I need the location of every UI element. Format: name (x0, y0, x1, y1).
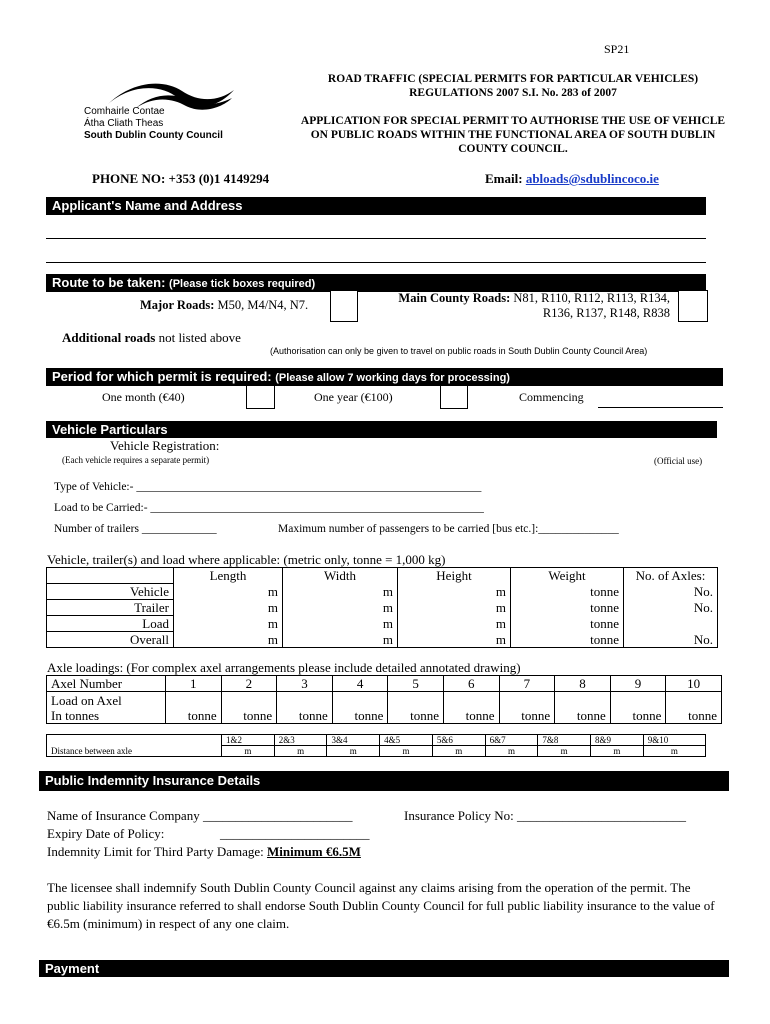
axle-load-cell[interactable]: tonne (499, 692, 555, 724)
section-route (46, 274, 706, 292)
form-code: SP21 (604, 42, 630, 56)
header-axles: No. of Axles: (624, 568, 718, 584)
email-line (485, 171, 659, 187)
additional-roads-text: not listed above (158, 330, 241, 345)
axle-load-cell[interactable]: tonne (443, 692, 499, 724)
axle-load-row (47, 692, 722, 724)
width-cell[interactable]: m (283, 616, 398, 632)
major-roads-checkbox[interactable] (330, 290, 358, 322)
major-roads-label: Major Roads: (140, 298, 215, 312)
commencing-label: Commencing (519, 390, 584, 404)
axle-load-cell[interactable]: tonne (555, 692, 611, 724)
axle-number: 1 (166, 676, 222, 692)
logo-line-3: South Dublin County Council (84, 130, 223, 141)
axles-cell[interactable]: No. (624, 584, 718, 600)
section-insurance-title: Public Indemnity Insurance Details (45, 773, 261, 788)
axle-number-row (47, 676, 722, 692)
distance-cell[interactable]: m (327, 746, 380, 757)
axle-number: 2 (221, 676, 277, 692)
indemnity-limit-label: Indemnity Limit for Third Party Damage: (47, 844, 264, 859)
main-roads-checkbox[interactable] (678, 290, 708, 322)
axle-number: 3 (277, 676, 333, 692)
applicant-line-1[interactable] (46, 238, 706, 239)
dimensions-table (46, 567, 718, 648)
height-cell[interactable]: m (398, 600, 511, 616)
authorisation-note: (Authorisation can only be given to travel on public roads in South Dublin County Council Area) (270, 346, 648, 356)
axle-number: 9 (610, 676, 666, 692)
axle-load-cell[interactable]: tonne (666, 692, 722, 724)
height-cell[interactable]: m (398, 616, 511, 632)
length-cell[interactable]: m (174, 584, 283, 600)
section-route-note: (Please tick boxes required) (169, 278, 316, 290)
table-row (47, 632, 718, 648)
section-period-note: (Please allow 7 working days for processing) (275, 372, 510, 384)
row-label: Trailer (47, 600, 174, 616)
additional-roads (62, 330, 241, 346)
length-cell[interactable]: m (174, 632, 283, 648)
axle-table (46, 675, 722, 724)
section-applicant (46, 197, 706, 215)
section-payment (39, 960, 729, 977)
vehicle-type-field[interactable]: Type of Vehicle:- ____________________________________________________________ (54, 481, 482, 493)
distance-cell[interactable]: m (485, 746, 538, 757)
distance-table (46, 734, 706, 757)
document-title: ROAD TRAFFIC (SPECIAL PERMITS FOR PARTICULAR VEHICLES) REGULATIONS 2007 S.I. No. 283 of 2007 (327, 73, 699, 99)
commencing-input-line[interactable] (598, 407, 723, 408)
axle-load-label-2: In tonnes (51, 707, 100, 723)
one-year-checkbox[interactable] (440, 386, 468, 409)
width-cell[interactable]: m (283, 584, 398, 600)
official-use-note: (Official use) (654, 456, 703, 466)
additional-roads-label: Additional roads (62, 330, 156, 345)
distance-cell[interactable]: m (222, 746, 275, 757)
header-weight: Weight (511, 568, 624, 584)
distance-cell[interactable]: m (538, 746, 591, 757)
weight-cell[interactable]: tonne (511, 616, 624, 632)
axle-number: 8 (555, 676, 611, 692)
main-roads-list-1: N81, R110, R112, R113, R134, (513, 291, 670, 305)
email-link[interactable]: abloads@sdublincoco.ie (525, 171, 659, 186)
section-route-title: Route to be taken: (52, 275, 166, 290)
axle-number: 6 (443, 676, 499, 692)
number-of-trailers-field[interactable]: Number of trailers _____________ (54, 523, 217, 535)
axle-number-label: Axel Number (47, 676, 166, 692)
load-carried-field[interactable]: Load to be Carried:- __________________________________________________________ (54, 502, 484, 514)
indemnity-limit (47, 844, 361, 860)
length-cell[interactable]: m (174, 616, 283, 632)
one-month-label: One month (€40) (102, 390, 185, 404)
applicant-line-2[interactable] (46, 262, 706, 263)
axle-number: 5 (388, 676, 444, 692)
table-row (47, 600, 718, 616)
distance-pair: 8&9 (591, 735, 644, 746)
table-row (47, 616, 718, 632)
document-subtitle: APPLICATION FOR SPECIAL PERMIT TO AUTHORISE THE USE OF VEHICLE ON PUBLIC ROADS WITHIN THE FUNCTIONAL AREA OF SOUTH DUBLIN COUNTY COUNCIL. (300, 115, 726, 155)
axles-cell[interactable] (624, 616, 718, 632)
row-label: Vehicle (47, 584, 174, 600)
axle-number: 4 (332, 676, 388, 692)
axle-load-cell[interactable]: tonne (332, 692, 388, 724)
expiry-date-field[interactable]: _______________________ (220, 826, 370, 841)
one-month-checkbox[interactable] (246, 386, 275, 409)
council-logo (84, 82, 244, 144)
max-passengers-field[interactable]: Maximum number of passengers to be carried [bus etc.]:______________ (278, 523, 619, 535)
axle-number: 10 (666, 676, 722, 692)
logo-line-1: Comhairle Contae (84, 106, 165, 117)
dimensions-header-row (47, 568, 718, 584)
axle-load-cell[interactable]: tonne (388, 692, 444, 724)
axle-number: 7 (499, 676, 555, 692)
one-year-label: One year (€100) (314, 390, 393, 404)
axles-cell[interactable]: No. (624, 600, 718, 616)
expiry-date-label: Expiry Date of Policy: (47, 826, 165, 841)
dimensions-header-blank (47, 568, 174, 584)
header-width: Width (283, 568, 398, 584)
main-county-roads (360, 291, 670, 321)
weight-cell[interactable]: tonne (511, 584, 624, 600)
distance-label: Distance between axle (47, 746, 222, 757)
axle-load-cell[interactable]: tonne (166, 692, 222, 724)
row-label: Load (47, 616, 174, 632)
length-cell[interactable]: m (174, 600, 283, 616)
distance-cell[interactable]: m (643, 746, 705, 757)
axle-load-label (47, 692, 166, 724)
distance-pair: 3&4 (327, 735, 380, 746)
distance-cell[interactable]: m (432, 746, 485, 757)
axle-load-cell[interactable]: tonne (610, 692, 666, 724)
row-label: Overall (47, 632, 174, 648)
axles-cell[interactable]: No. (624, 632, 718, 648)
main-roads-list-2: R136, R137, R148, R838 (542, 306, 670, 320)
section-payment-title: Payment (45, 961, 100, 976)
height-cell[interactable]: m (398, 632, 511, 648)
axle-load-cell[interactable]: tonne (221, 692, 277, 724)
distance-pair: 6&7 (485, 735, 538, 746)
distance-cell[interactable]: m (380, 746, 433, 757)
major-roads-list: M50, M4/N4, N7. (217, 298, 309, 312)
vehicle-registration-label: Vehicle Registration: (110, 438, 220, 453)
section-applicant-title: Applicant's Name and Address (52, 198, 243, 213)
axle-load-label-1: Load on Axel (51, 692, 122, 708)
axle-load-cell[interactable]: tonne (277, 692, 333, 724)
section-vehicle-title: Vehicle Particulars (52, 422, 168, 437)
distance-cell[interactable]: m (591, 746, 644, 757)
header-height: Height (398, 568, 511, 584)
distance-pair: 9&10 (643, 735, 705, 746)
distance-values-row (47, 746, 706, 757)
insurance-company-field[interactable]: Name of Insurance Company _______________________ (47, 808, 353, 823)
section-period-title: Period for which permit is required: (52, 369, 272, 384)
email-label: Email: (485, 171, 523, 186)
distance-pair: 1&2 (222, 735, 275, 746)
table-row (47, 584, 718, 600)
axle-caption: Axle loadings: (For complex axel arrangements please include detailed annotated drawing) (47, 660, 521, 675)
section-vehicle (46, 421, 717, 438)
height-cell[interactable]: m (398, 584, 511, 600)
header-length: Length (174, 568, 283, 584)
logo-line-2: Átha Cliath Theas (84, 118, 164, 129)
insurance-policy-field[interactable]: Insurance Policy No: __________________________ (404, 808, 687, 823)
distance-pair: 5&6 (432, 735, 485, 746)
distance-pair: 7&8 (538, 735, 591, 746)
weight-cell[interactable]: tonne (511, 632, 624, 648)
distance-pair: 4&5 (380, 735, 433, 746)
section-insurance (39, 771, 729, 791)
distance-cell[interactable]: m (274, 746, 327, 757)
major-roads (140, 298, 308, 313)
width-cell[interactable]: m (283, 632, 398, 648)
phone-number: PHONE NO: +353 (0)1 4149294 (92, 171, 270, 186)
dimensions-caption: Vehicle, trailer(s) and load where applicable: (metric only, tonne = 1,000 kg) (47, 552, 446, 567)
distance-pair: 2&3 (274, 735, 327, 746)
weight-cell[interactable]: tonne (511, 600, 624, 616)
indemnity-paragraph: The licensee shall indemnify South Dublin County Council against any claims arising from the operation of the permit. The public liability insurance referred to shall endorse South Dublin County Council for full public liability insurance to the value of €6.5m (minimum) in respect of any one claim. (47, 880, 715, 931)
section-period (46, 368, 723, 386)
distance-blank (47, 735, 222, 746)
main-roads-label: Main County Roads: (398, 291, 511, 305)
distance-pairs-row (47, 735, 706, 746)
width-cell[interactable]: m (283, 600, 398, 616)
registration-note: (Each vehicle requires a separate permit) (62, 455, 210, 465)
indemnity-limit-value: Minimum €6.5M (267, 844, 361, 859)
